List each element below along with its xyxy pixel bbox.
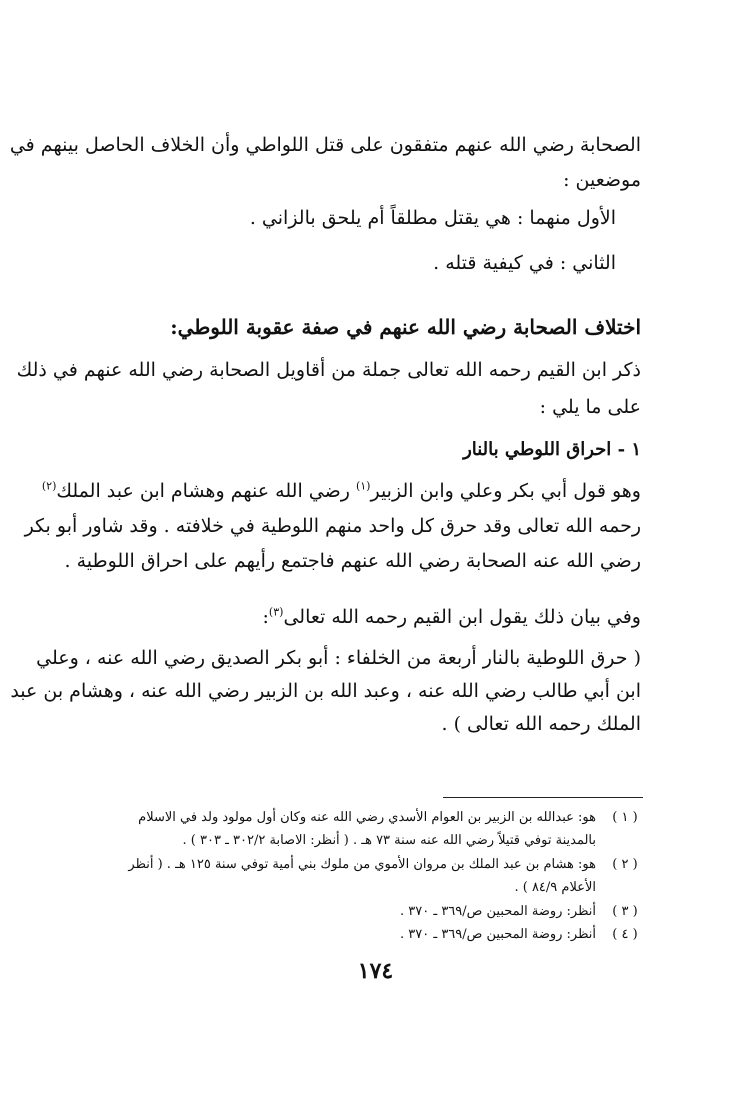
subheading-number: ١ [631,439,641,460]
para-line-1: وهو قول أبي بكر وعلي وابن الزبير$^{(١)}$ رضي الله عنهم وهشام ابن عبد الملك$^{(٢)}$ [41,479,641,502]
footnote-ref-1: (١) [355,479,371,493]
footnote-divider [443,797,643,798]
intro-line-2: على ما يلي : [539,396,641,418]
footnote-1-line-1: هو: عبدالله بن الزبير بن العوام الأسدي رضي الله عنه وكان أول مولود ولد في الاسلام [138,810,596,825]
footnote-3-line-1: أنظر: روضة المحبين ص/٣٦٩ ـ ٣٧٠ . [400,904,596,919]
para-line-2: رحمه الله تعالى وقد حرق كل واحد منهم اللوطية في خلافته . وقد شاور أبو بكر [24,515,641,537]
section-heading: اختلاف الصحابة رضي الله عنهم في صفة عقوبة اللوطي: [170,315,641,339]
para-line-3: رضي الله عنه الصحابة رضي الله عنهم فاجتمع رأيهم على احراق اللوطية . [64,550,641,572]
footnote-2-line-2: الأعلام ٨٤/٩ ) . [514,880,596,895]
quote-intro: وفي بيان ذلك يقول ابن القيم رحمه الله تعالى$^{(٣)}$: [262,605,641,628]
footnote-4-line-1: أنظر: روضة المحبين ص/٣٦٩ ـ ٣٧٠ . [400,927,596,942]
point-first: الأول منهما : هي يقتل مطلقاً أم يلحق بالزاني . [249,207,616,229]
body-line-1: الصحابة رضي الله عنهم متفقون على قتل اللواطي وأن الخلاف الحاصل بينهم في [9,134,641,156]
intro-line-1: ذكر ابن القيم رحمه الله تعالى جملة من أقاويل الصحابة رضي الله عنهم في ذلك [16,359,641,381]
footnote-1-number: ( ١ ) [612,810,638,825]
footnote-1-line-2: بالمدينة توفي قتيلاً رضي الله عنه سنة ٧٣ هـ . ( أنظر: الاصابة ٣٠٢/٢ ـ ٣٠٣ ) . [182,833,596,848]
footnote-4-number: ( ٤ ) [612,927,638,942]
quote-line-1: ( حرق اللوطية بالنار أربعة من الخلفاء : أبو بكر الصديق رضي الله عنه ، وعلي [36,647,641,669]
quote-line-2: ابن أبي طالب رضي الله عنه ، وعبد الله بن الزبير رضي الله عنه ، وهشام بن عبد [10,680,641,702]
footnote-ref-3: (٣) [268,605,284,619]
page-number: ١٧٤ [357,958,394,984]
footnote-2-line-1: هو: هشام بن عبد الملك بن مروان الأموي من ملوك بني أمية توفي سنة ١٢٥ هـ . ( أنظر [128,857,596,872]
footnote-3-number: ( ٣ ) [612,904,638,919]
footnote-2-number: ( ٢ ) [612,857,638,872]
subheading-burning: ١ - احراق اللوطي بالنار [463,439,641,460]
point-second: الثاني : في كيفية قتله . [433,252,616,274]
quote-line-3: الملك رحمه الله تعالى ) . [441,713,641,735]
footnote-ref-2: (٢) [41,479,57,493]
body-line-2: موضعين : [563,169,641,191]
subheading-text: احراق اللوطي بالنار [463,439,612,460]
